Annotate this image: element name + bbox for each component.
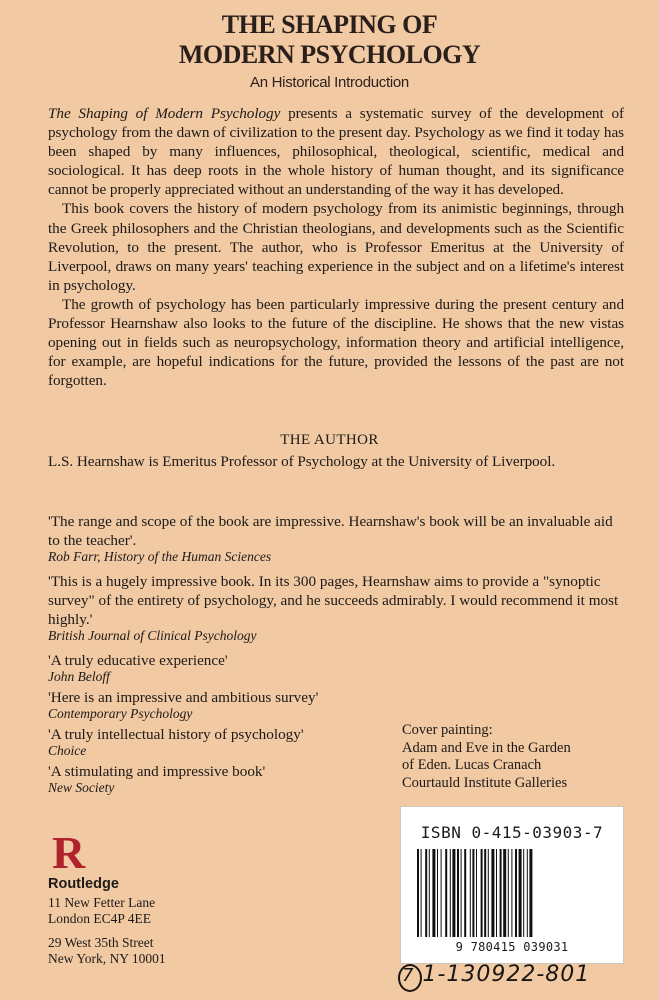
- barcode-bar: [491, 849, 494, 937]
- author-bio: L.S. Hearnshaw is Emeritus Professor of Psychology at the University of Liverpool.: [48, 453, 556, 470]
- description-p1-text: presents a systematic survey of the development of psychology from the dawn of civilization to the present day. Psychology as we find it today has been shaped by many influences, philosophical, theological, scientific, medical and sociological. It has deep roots in the whole history of human thought, and its significance cannot be properly appreciated without an understanding of the way it has developed.: [48, 105, 624, 199]
- barcode-bar: [496, 849, 497, 937]
- cover-credit: [402, 722, 571, 792]
- barcode-bar: [484, 849, 486, 937]
- review-quote-1: 'The range and scope of the book are impressive. Hearnshaw's book will be an invaluable aid to the teacher'.: [48, 513, 613, 550]
- svg-text:R: R: [52, 828, 86, 872]
- address-line: New York, NY 10001: [48, 951, 166, 966]
- publisher-address-us: [48, 935, 166, 967]
- cover-credit-line: Adam and Eve in the Garden: [402, 739, 571, 756]
- barcode-bar: [527, 849, 528, 937]
- cover-credit-line: of Eden. Lucas Cranach: [402, 757, 542, 773]
- review-quote-3: 'A truly educative experience': [48, 652, 228, 669]
- barcode-bar: [429, 849, 430, 937]
- barcode-bar: [523, 849, 524, 937]
- barcode-bar: [421, 849, 422, 937]
- barcode-bar: [503, 849, 506, 937]
- barcode-bar: [488, 849, 489, 937]
- review-source-2: British Journal of Clinical Psychology: [48, 628, 257, 643]
- review-quote-4: 'Here is an impressive and ambitious survey': [48, 689, 319, 706]
- author-heading: THE AUTHOR: [280, 432, 379, 448]
- review-source-1: Rob Farr, History of the Human Sciences: [48, 549, 272, 564]
- handwritten-note: [400, 962, 590, 987]
- book-subtitle: An Historical Introduction: [250, 74, 409, 91]
- review-quote-2: 'This is a hugely impressive book. In its 300 pages, Hearnshaw aims to provide a "synoptic survey" of the entirety of psychology, and he succeeds admirably. I would recommend it most highly.': [48, 573, 619, 629]
- review-source-4: Contemporary Psychology: [48, 706, 193, 721]
- description-title-italic: The Shaping of Modern Psychology: [48, 105, 281, 122]
- publisher-name: Routledge: [48, 876, 119, 892]
- book-title-line-1: THE SHAPING OF: [221, 10, 438, 39]
- barcode-label: [400, 806, 624, 964]
- handwritten-number: 1-130922-801: [422, 962, 591, 987]
- barcode-bar: [441, 849, 442, 937]
- review-source-5: Choice: [48, 743, 87, 758]
- isbn-number: ISBN 0-415-03903-7: [420, 823, 604, 842]
- address-line: 29 West 35th Street: [48, 935, 154, 950]
- book-description: [48, 104, 624, 390]
- barcode-bar: [445, 849, 447, 937]
- handwritten-circled-digit: 7: [402, 965, 415, 986]
- cover-credit-line: Courtauld Institute Galleries: [402, 774, 568, 791]
- barcode-bar: [470, 849, 471, 937]
- barcode-bar: [425, 849, 427, 937]
- address-line: 11 New Fetter Lane: [48, 895, 156, 910]
- cover-credit-line: Cover painting:: [402, 722, 493, 738]
- barcode-bar: [519, 849, 522, 937]
- address-line: London EC4P 4EE: [48, 911, 151, 926]
- description-paragraph-3: The growth of psychology has been particularly impressive during the present century and Professor Hearnshaw also looks to the future of the discipline. He shows that the new vistas opening out in fields such as neuropsychology, information theory and artificial intelligence, for example, are hopeful indications for the future, provided the lessons of the past are not forgotten.: [48, 295, 624, 390]
- barcode-bar: [450, 849, 451, 937]
- review-quote-6: 'A stimulating and impressive book': [48, 763, 266, 780]
- barcode-number: 9 780415 039031: [455, 940, 569, 954]
- barcode-bar: [417, 849, 419, 937]
- barcode-bar: [432, 849, 435, 937]
- barcode-bar: [508, 849, 509, 937]
- barcode-bar: [472, 849, 474, 937]
- description-paragraph-2: This book covers the history of modern psychology from its animistic beginnings, through the Greek philosophers and the Christian theologians, and developments such as the Scientific Revolution, to the present. The author, who is Professor Emeritus at the University of Liverpool, draws on many years' teaching experience in the subject and on a lifetime's interest in psychology.: [48, 200, 624, 294]
- barcode-bar: [511, 849, 512, 937]
- publisher-address-uk: [48, 895, 155, 927]
- review-source-6: New Society: [48, 780, 115, 795]
- barcode-bar: [464, 849, 466, 937]
- barcode-bar: [500, 849, 502, 937]
- book-title-line-2: MODERN PSYCHOLOGY: [178, 40, 481, 69]
- barcode-bar: [461, 849, 462, 937]
- routledge-logo-icon: [50, 828, 94, 872]
- barcode-bar: [457, 849, 459, 937]
- review-source-3: John Beloff: [48, 669, 110, 684]
- barcode-bar: [452, 849, 455, 937]
- barcode-bar: [481, 849, 483, 937]
- barcode-bar: [529, 849, 532, 937]
- barcode-bar: [515, 849, 517, 937]
- barcode-bar: [437, 849, 438, 937]
- review-quote-5: 'A truly intellectual history of psychology': [48, 726, 304, 743]
- description-paragraph-1: [48, 104, 624, 199]
- barcode-icon: [415, 849, 609, 939]
- barcode-bar: [476, 849, 477, 937]
